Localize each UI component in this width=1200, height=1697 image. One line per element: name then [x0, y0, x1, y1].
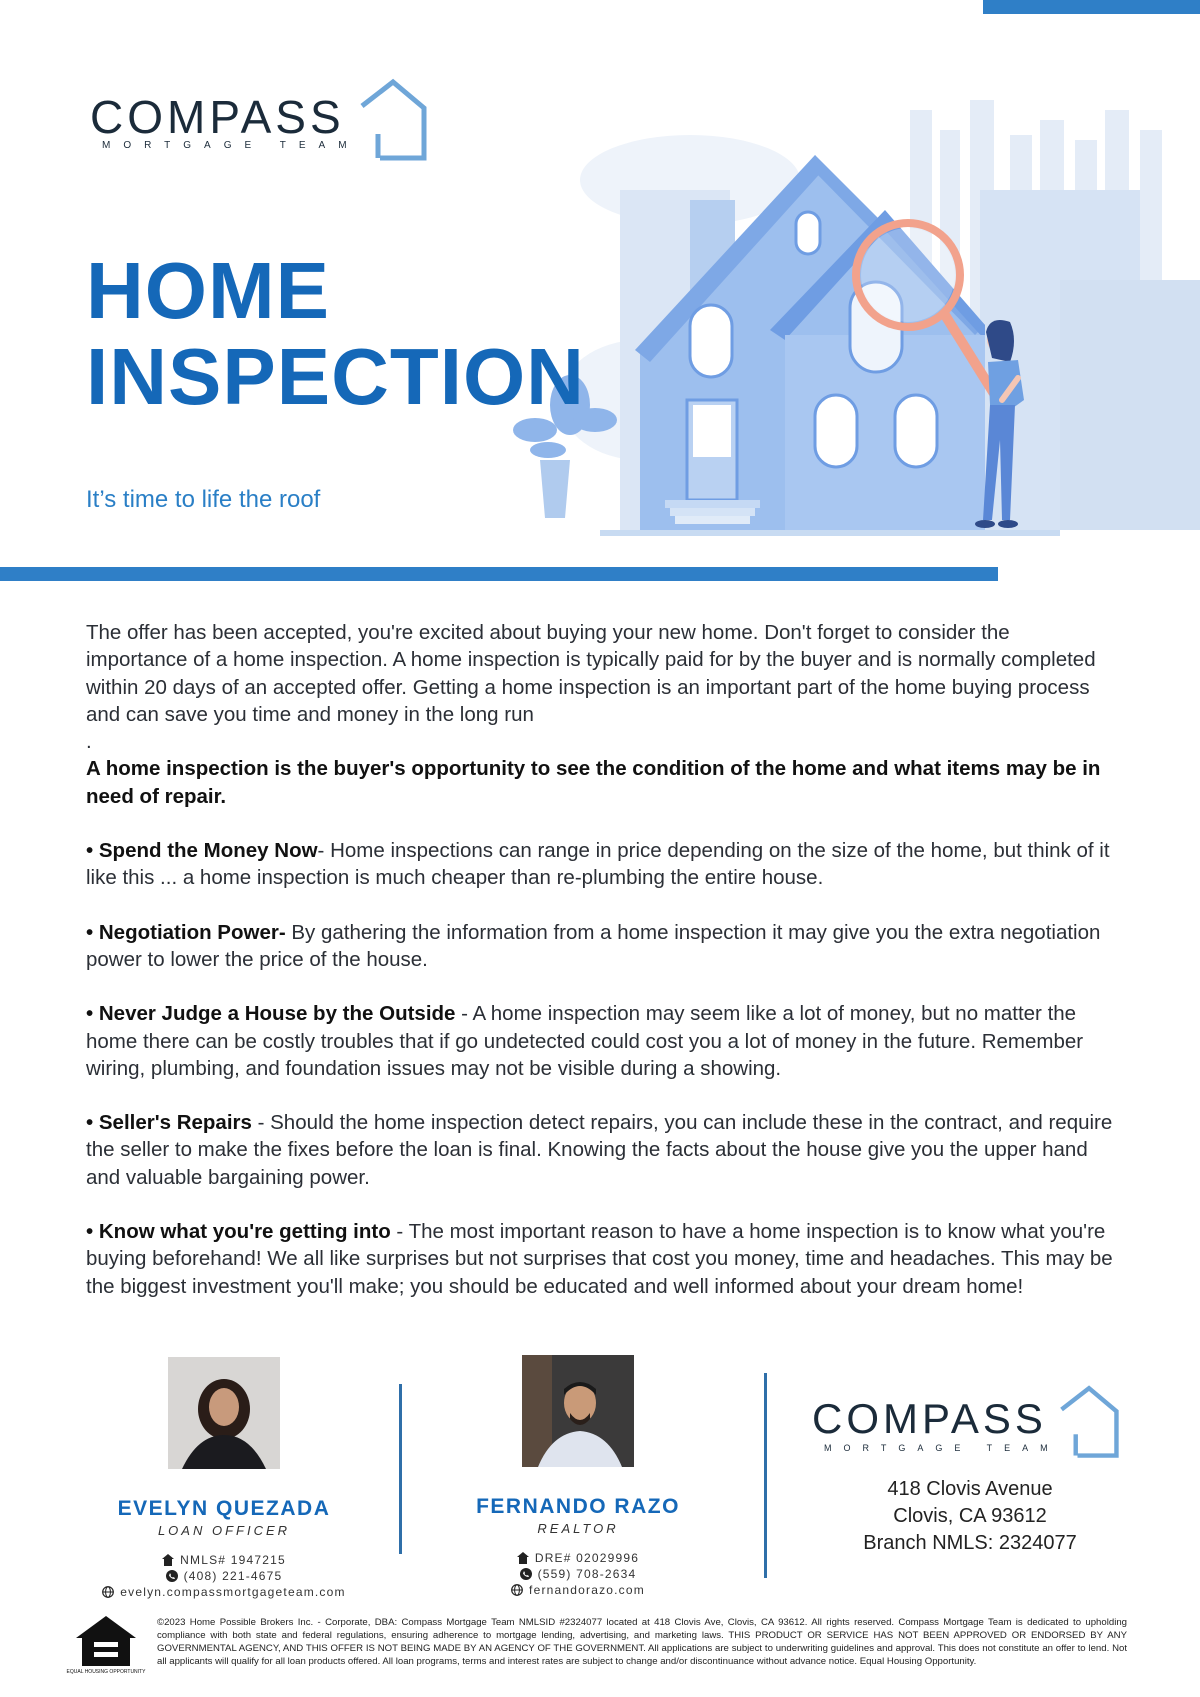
license-number: DRE# 02029996	[534, 1551, 640, 1565]
contact-divider	[399, 1384, 402, 1554]
house-inspection-illustration	[540, 100, 1200, 580]
bullet-item	[86, 919, 1116, 974]
section-divider	[0, 567, 998, 581]
article-body	[86, 619, 1116, 1300]
portrait-photo	[168, 1357, 280, 1469]
branch-nmls: Branch NMLS: 2324077	[863, 1532, 1077, 1554]
globe-icon	[511, 1584, 523, 1596]
license-number: NMLS# 1947215	[180, 1553, 286, 1567]
license-line	[86, 1552, 362, 1568]
equal-housing-logo	[66, 1614, 146, 1680]
contact-details	[440, 1550, 716, 1598]
bullet-text: - A home inspection may seem like a lot of money, but no matter the home there can be costly troubles that if go undetected could cost you a lot of money in the future. Remember wiring, plumbing, and foundation issues may not be visible during a showing.	[86, 1002, 1084, 1080]
house-icon	[517, 1552, 529, 1564]
title-line-1: HOME	[86, 246, 330, 335]
phone-line[interactable]	[86, 1568, 362, 1584]
website-link[interactable]: fernandorazo.com	[529, 1583, 645, 1597]
phone-line[interactable]	[440, 1566, 716, 1582]
title-line-2: INSPECTION	[86, 332, 585, 421]
avatar	[522, 1355, 634, 1467]
logo-wordmark: COMPASS	[90, 91, 345, 143]
bullet-title: • Never Judge a House by the Outside	[86, 1002, 456, 1026]
bullet-text: - Home inspections can range in price depending on the size of the home, but think of it like this ... a home inspection is much cheaper than re-plumbing the entire house.	[86, 839, 1110, 890]
office-address	[820, 1476, 1120, 1557]
equal-housing-label: EQUAL HOUSING OPPORTUNITY	[66, 1669, 146, 1675]
compass-logo-footer	[812, 1383, 1132, 1463]
legal-disclaimer: ©2023 Home Possible Brokers Inc. - Corporate, DBA: Compass Mortgage Team NMLSID #2324077 located at 418 Clovis Ave, Clovis, CA 93612. All rights reserved. Compass Mortgage Team is dedicated to upholding compliance with both state and federal regulations, ensuring adherence to mortgage lending, advertising, and marketing laws. THIS PRODUCT OR SERVICE HAS NOT BEEN APPROVED OR ENDORSED BY ANY GOVERNMENTAL AGENCY, AND THIS OFFER IS NOT BEING MADE BY AN AGENCY OF THE GOVERNMENT. All applications are subject to underwriting guidelines and approval. This does not constitute an offer to lend. Not all applicants will qualify for all loan products offered. All loan programs, terms and interest rates are subject to change and/or discontinuance without advance notice. Equal Housing Opportunity.	[157, 1617, 1127, 1667]
house-outline-icon	[358, 78, 428, 160]
bullet-title: • Seller's Repairs	[86, 1111, 252, 1135]
phone-number[interactable]: (408) 221-4675	[183, 1569, 283, 1583]
logo-subtitle: MORTGAGE TEAM	[824, 1443, 1060, 1453]
house-outline-icon	[1058, 1383, 1120, 1459]
intro-paragraph: The offer has been accepted, you're excited about buying your new home. Don't forget to consider the importance of a home inspection. A home inspection is typically paid for by the buyer and is normally completed within 20 days of an accepted offer. Getting a home inspection is an important part of the home buying process and can save you time and money in the long run	[86, 621, 1096, 726]
contact-divider	[764, 1373, 767, 1578]
contact-card-fernando	[440, 1355, 716, 1598]
contact-name: FERNANDO RAZO	[476, 1495, 680, 1518]
contact-card-evelyn	[86, 1357, 362, 1600]
page-title	[86, 248, 585, 420]
phone-icon	[520, 1568, 532, 1580]
avatar	[168, 1357, 280, 1469]
bullet-item	[86, 1218, 1116, 1300]
bullet-item	[86, 1109, 1116, 1191]
license-line	[440, 1550, 716, 1566]
address-line-2: Clovis, CA 93612	[893, 1505, 1047, 1527]
page-subtitle: It’s time to life the roof	[86, 486, 321, 513]
bullet-text: - The most important reason to have a home inspection is to know what you're buying beforehand! We all like surprises but not surprises that cost you money, time and headaches. This may be the biggest investment you'll make; you should be educated and well informed about your dream home!	[86, 1220, 1113, 1298]
portrait-photo	[522, 1355, 634, 1467]
compass-logo	[90, 78, 420, 168]
bullet-item	[86, 1000, 1116, 1082]
logo-subtitle: MORTGAGE TEAM	[102, 140, 360, 151]
globe-icon	[102, 1586, 114, 1598]
stray-period: .	[86, 730, 92, 754]
contact-role: LOAN OFFICER	[157, 1523, 291, 1538]
phone-number[interactable]: (559) 708-2634	[537, 1567, 637, 1581]
web-line[interactable]	[440, 1582, 716, 1598]
contact-details	[86, 1552, 362, 1600]
house-icon	[162, 1554, 174, 1566]
bullet-item	[86, 837, 1116, 892]
contact-role: REALTOR	[537, 1521, 619, 1536]
contact-name: EVELYN QUEZADA	[117, 1497, 331, 1520]
top-accent-bar	[983, 0, 1200, 14]
bullet-title: • Negotiation Power-	[86, 920, 286, 944]
logo-wordmark: COMPASS	[812, 1395, 1047, 1442]
bullet-text: By gathering the information from a home inspection it may give you the extra negotiation power to lower the price of the house.	[86, 920, 1101, 971]
bullet-text: - Should the home inspection detect repairs, you can include these in the contract, and require the seller to make the fixes before the loan is final. Knowing the facts about the house give you the upper hand and valuable bargaining power.	[86, 1111, 1113, 1189]
lead-statement: A home inspection is the buyer's opportunity to see the condition of the home and what items may be in need of repair.	[86, 757, 1101, 808]
web-line[interactable]	[86, 1584, 362, 1600]
bullet-title: • Spend the Money Now	[86, 839, 318, 863]
bullet-title: • Know what you're getting into	[86, 1220, 391, 1244]
address-line-1: 418 Clovis Avenue	[887, 1478, 1053, 1500]
phone-icon	[166, 1570, 178, 1582]
website-link[interactable]: evelyn.compassmortgageteam.com	[120, 1585, 346, 1599]
